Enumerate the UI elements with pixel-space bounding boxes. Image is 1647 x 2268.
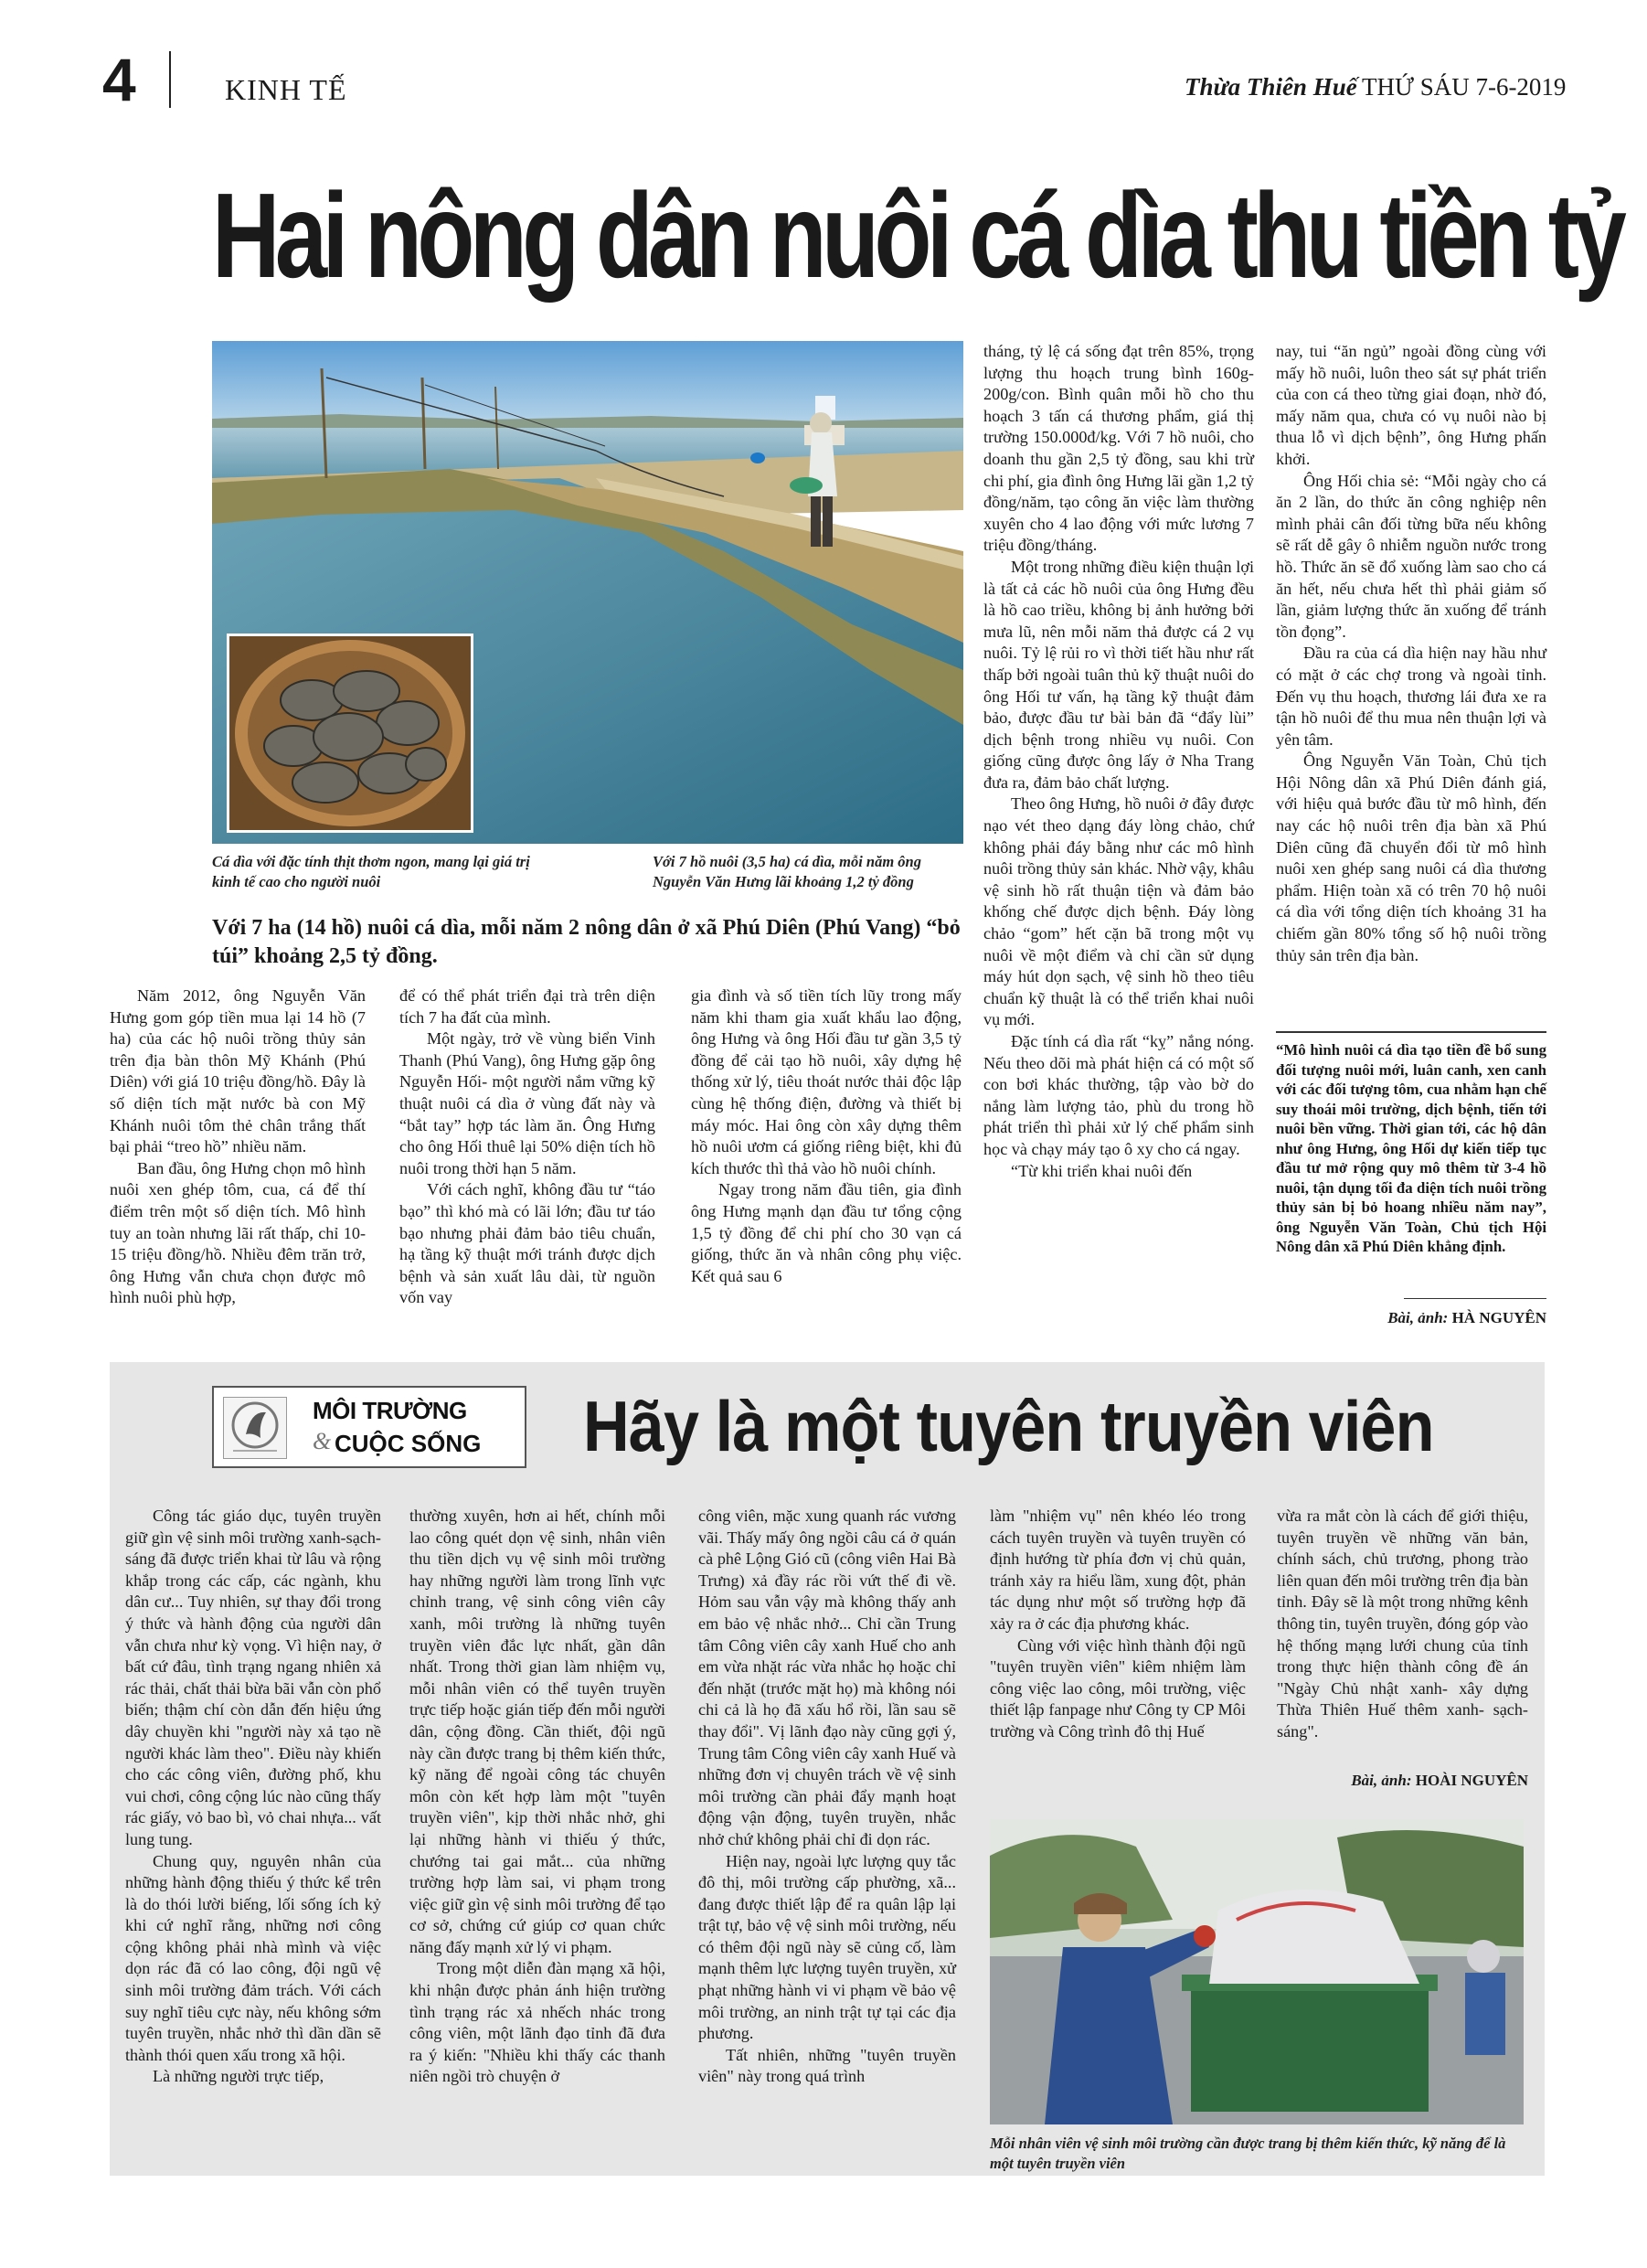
article1-lede: Với 7 ha (14 hồ) nuôi cá dìa, mỗi năm 2 nông dân ở xã Phú Diên (Phú Vang) “bỏ túi” khoảng 2,5 tỷ đồng. (212, 916, 961, 968)
paragraph: Năm 2012, ông Nguyễn Văn Hưng gom góp tiền mua lại 14 hồ (7 ha) của các hộ nuôi trồng thủy sản trên địa bàn thôn Mỹ Khánh (Phú Diên) với giá 10 triệu đồng/hồ. Đây là số diện tích mặt nước bà con Mỹ Khánh nuôi tôm thẻ chân trắng thất bại phải “treo hồ” nhiều năm. (110, 986, 366, 1156)
article2-column-4 (990, 1506, 1246, 1743)
paragraph: làm "nhiệm vụ" nên khéo léo trong cách tuyên truyền và tuyên truyền có định hướng từ phía đơn vị chủ quản, tránh xảy ra hiểu lầm, xung đột, phản tác dụng như một số trường hợp đã xảy ra ở các địa phương khác. (990, 1507, 1246, 1633)
paragraph: Chung quy, nguyên nhân của những hành động thiếu ý thức kể trên là do thói lười biếng, lối sống ích kỷ khi cứ nghĩ rằng, những nơi công cộng không phải nhà mình và việc dọn rác đã có lao công, đội ngũ vệ sinh môi trường đảm trách. Với cách suy nghĩ tiêu cực này, nếu không sớm tuyên truyền, nhắc nhở thì dần dần sẽ thành thói quen xấu trong xã hội. (125, 1851, 381, 2064)
paragraph: tháng, tỷ lệ cá sống đạt trên 85%, trọng lượng thu hoạch trung bình 160g-200g/con. Bình quân mỗi hồ cho thu hoạch 3 tấn cá thương phẩm, giá thị trường 150.000đ/kg. Với 7 hồ nuôi, cho doanh thu gần 2,5 tỷ đồng, sau khi trừ chi phí, gia đình ông Hưng lãi gần 1,2 tỷ đồng/năm, tạo công ăn việc làm thường xuyên cho 4 lao động với mức lương 7 triệu đồng/tháng. (983, 342, 1254, 555)
fish-basket-inset-photo (227, 634, 473, 833)
photo-caption-left: Cá dìa với đặc tính thịt thơm ngon, mang lại giá trị kinh tế cao cho người nuôi (212, 853, 530, 890)
article1-column-4 (983, 341, 1254, 1182)
article2-photo-caption: Mỗi nhân viên vệ sinh môi trường cần được trang bị thêm kiến thức, kỹ năng để là một tuyên truyền viên (990, 2135, 1506, 2172)
paragraph: “Từ khi triển khai nuôi đến (1011, 1161, 1193, 1180)
article1-column-2 (399, 985, 655, 1309)
paragraph: Trong một diễn đàn mạng xã hội, khi nhận được phản ánh hiện trường tình trạng rác xả nhếch nhác trong công viên, một lãnh đạo tỉnh đã đưa ra ý kiến: "Nhiều khi thấy các thanh niên ngồi trò chuyện ở (409, 1959, 665, 2086)
paragraph: Công tác giáo dục, tuyên truyền giữ gìn vệ sinh môi trường xanh-sạch-sáng đã được triển khai từ lâu và rộng khắp trong các cấp, các ngành, khu dân cư... Tuy nhiên, sự thay đổi trong ý thức và hành động của người dân vẫn chưa như kỳ vọng. Vì hiện nay, ở bất cứ đâu, tình trạng ngang nhiên xả rác thải, chất thải bừa bãi vẫn còn phổ biến; thậm chí còn dẫn đến hiệu ứng dây chuyền khi "người này xả tạo nề người khác làm theo". Điều này khiến cho các công viên, đường phố, khu vui chơi, công cộng lúc nào cũng thấy rác giấy, vỏ bao bì, vỏ chai nhựa... vất lung tung. (125, 1507, 381, 1848)
paragraph: gia đình và số tiền tích lũy trong mấy năm khi tham gia xuất khẩu lao động, ông Hưng và ông Hối đầu tư gần 3,5 tỷ đồng để cải tạo hồ nuôi, xây dựng hệ thống xử lý, tiêu thoát nước thải độc lập cùng hệ thống điện, đường và thiết bị máy móc. Hai ông còn xây dựng thêm hồ nuôi ươm cá giống riêng biệt, khi đủ kích thước thì thả vào hồ nuôi chính. (691, 986, 962, 1177)
paragraph: công viên, mặc xung quanh rác vương vãi. Thấy mấy ông ngồi câu cá ở quán cà phê Lộng Gió cũ (công viên Hai Bà Trưng) xả đầy rác rồi vứt thế đi về. Hỏm sau vẫn vậy mà không thấy anh em bảo vệ nhắc nhở... Chỉ cần Trung tâm Công viên cây xanh Huế cho anh em vừa nhặt rác vừa nhắc họ hoặc chỉ đến nhặt (trước mặt họ) mà không nói chi cả là họ đã xấu hổ rồi, lần sau sẽ thay đổi". Vị lãnh đạo này cũng gợi ý, Trung tâm Công viên cây xanh Huế và những đơn vị chuyên trách về vệ sinh môi trường cần phải đẩy mạnh hoạt động vận động, tuyên truyền, nhắc nhở chứ không phải chỉ đi dọn rác. (698, 1507, 956, 1848)
section-badge (212, 1386, 526, 1468)
masthead-divider (169, 51, 171, 108)
paragraph: Cùng với việc hình thành đội ngũ "tuyên truyền viên" kiêm nhiệm làm công việc lao công, môi trường, việc thiết lập fanpage như Công ty CP Môi trường và Công trình đô thị Huế (990, 1635, 1246, 1741)
paragraph: Đặc tính cá dìa rất “kỵ” nắng nóng. Nếu theo dõi mà phát hiện cá có một số con bơi khác thường, tập vào bờ do nắng làm lượng tảo, phù du trong hồ phát triển thì phải xử lý chế phẩm sinh học và chạy máy tạo ô xy cho cá ngay. (983, 1032, 1254, 1158)
quote-divider-top (1276, 1031, 1546, 1033)
article2-headline: Hãy là một tuyên truyền viên (583, 1386, 1434, 1466)
paragraph: để có thể phát triển đại trà trên diện tích 7 ha đất của mình. (399, 986, 655, 1027)
article1-byline (1276, 1309, 1546, 1327)
byline-author: HÀ NGUYÊN (1451, 1309, 1546, 1326)
newspaper-name: Thừa Thiên Huế (1185, 73, 1357, 101)
issue-date: THỨ SÁU 7-6-2019 (1362, 73, 1567, 101)
quote-divider-bottom (1404, 1298, 1546, 1299)
section-title: KINH TẾ (225, 73, 347, 106)
article1-column-5 (1276, 341, 1546, 966)
byline-label: Bài, ảnh: (1387, 1309, 1449, 1326)
badge-title-line2: CUỘC SỐNG (335, 1430, 482, 1457)
environment-logo-icon (223, 1397, 287, 1459)
paragraph: Theo ông Hưng, hồ nuôi ở đây được nạo vét theo dạng đáy lòng chảo, chứ không phải đáy bằng như các mô hình nuôi trồng thủy sản khác. Nhờ vậy, khâu vệ sinh hồ rất thuận tiện và đảm bảo khống chế được dịch bệnh. Đáy lòng chảo “gom” hết cặn bã trong một vụ nuôi về một điểm và chỉ cần sử dụng máy hút dọn sạch, vệ sinh hồ theo tiêu chuẩn kỹ thuật là có thể triển khai nuôi vụ mới. (983, 794, 1254, 1029)
paragraph: Một ngày, trở về vùng biển Vinh Thanh (Phú Vang), ông Hưng gặp ông Nguyễn Hối- một người nắm vững kỹ thuật nuôi cá dìa ở vùng đất này và “bắt tay” hợp tác làm ăn. Ông Hưng cho ông Hối thuê lại 50% diện tích hồ nuôi trong thời hạn 5 năm. (399, 1029, 655, 1177)
paragraph: Ông Hối chia sẻ: “Mỗi ngày cho cá ăn 2 lần, do thức ăn công nghiệp nên mình phải cân đối từng bữa nếu không sẽ rất dễ gây ô nhiễm nguồn nước trong hồ. Thức ăn sẽ đổ xuống làm sao cho cá ăn hết, nếu chưa hết thì phải giảm số lần, giảm lượng thức ăn xuống để tránh tồn đọng”. (1276, 471, 1546, 641)
photo-caption-right: Với 7 hồ nuôi (3,5 ha) cá dìa, mỗi năm ông Nguyễn Văn Hưng lãi khoảng 1,2 tỷ đồng (653, 853, 921, 890)
paragraph: Ông Nguyễn Văn Toàn, Chủ tịch Hội Nông dân xã Phú Diên đánh giá, với hiệu quả bước đầu từ mô hình, đến nay các hộ nuôi trên địa bàn xã Phú Diên cũng đã chuyển đổi từ mô hình nuôi xen ghép sang nuôi cá dìa thương phẩm. Hiện toàn xã có trên 70 hộ nuôi cá dìa với tổng diện tích khoảng 31 ha chiếm gần 80% tổng số hộ nuôi trồng thủy sản trên địa bàn. (1276, 751, 1546, 964)
paragraph: Ngay trong năm đầu tiên, gia đình ông Hưng mạnh dạn đầu tư tổng cộng 1,5 tỷ đồng để chi phí cho 30 vạn cá giống, thức ăn và nhân công phụ việc. Kết quả sau 6 (691, 1180, 962, 1285)
paragraph: Một trong những điều kiện thuận lợi là tất cả các hồ nuôi của ông Hưng đều là hồ cao triều, không bị ảnh hưởng bởi mưa lũ, nên mỗi năm thả được cá 2 vụ nuôi. Tỷ lệ rủi ro vì thời tiết hầu như rất thấp bởi ngoài tuân thủ kỹ thuật nuôi do ông Hối tư vấn, hạ tầng kỹ thuật đảm bảo, được đầu tư bài bản đã “đẩy lùi” dịch bệnh trong nhiều vụ nuôi. Con giống cũng được ông lấy ở Nha Trang đưa ra, đảm bảo chất lượng. (983, 557, 1254, 792)
byline-author: HOÀI NGUYÊN (1415, 1772, 1528, 1789)
article2-column-5 (1277, 1506, 1528, 1743)
article1-column-3 (691, 985, 962, 1287)
paragraph: thường xuyên, hơn ai hết, chính mỗi lao công quét dọn vệ sinh, nhân viên thu tiền dịch vụ vệ sinh môi trường hay những người làm trong lĩnh vực chỉnh trang, vệ sinh công viên cây xanh, môi trường là những tuyên truyền viên đắc lực nhất, gần dân nhất. Trong thời gian làm nhiệm vụ, mỗi nhân viên có thể tuyên truyền trực tiếp hoặc gián tiếp đến mỗi người dân, cộng đồng. Cần thiết, đội ngũ này cần được trang bị thêm kiến thức, kỹ năng để ngoài công tác chuyên môn còn kết hợp làm một "tuyên truyền viên", kịp thời nhắc nhở, ghi lại những hành vi thiếu ý thức, chướng tai gai mắt... của những trường hợp làm sai, vi phạm trong việc giữ gìn vệ sinh môi trường để tạo cơ sở, chứng cứ giúp cơ quan chức năng đấy mạnh xử lý vi phạm. (409, 1507, 665, 1956)
paragraph: Là những người trực tiếp, (153, 2067, 324, 2086)
paragraph: Với cách nghĩ, không đầu tư “táo bạo” thì khó mà có lãi lớn; đầu tư táo bạo nhưng phải đảm bảo tiêu chuẩn, hạ tầng kỹ thuật mới tránh được dịch bệnh và sản xuất lâu dài, từ nguồn vốn vay (399, 1180, 655, 1307)
pull-quote: “Mô hình nuôi cá dìa tạo tiền đề bổ sung đối tượng nuôi mới, luân canh, xen canh với các đối tượng tôm, cua nhằm hạn chế suy thoái môi trường, dịch bệnh, tiến tới nuôi bền vững. Thời gian tới, các hộ dân như ông Hưng, ông Hối dự kiến tiếp tục đầu tư mở rộng quy mô thêm từ 3-4 hồ nuôi, tận dụng tối đa diện tích nuôi trồng thủy sản bị bỏ hoang nhiều năm nay”, ông Nguyễn Văn Toàn, Chủ tịch Hội Nông dân xã Phú Diên khẳng định. (1276, 1041, 1546, 1255)
article1-column-1 (110, 985, 366, 1309)
article2-byline (1277, 1772, 1528, 1790)
page-number: 4 (102, 46, 136, 113)
article2-column-1 (125, 1506, 381, 2088)
paragraph: Ban đầu, ông Hưng chọn mô hình nuôi xen ghép tôm, cua, cá để thí điểm trên một số diện tích. Mô hình tuy an toàn nhưng lãi rất thấp, chỉ 10-15 triệu đồng/hồ. Nhiều đêm trăn trở, ông Hưng vẫn chưa chọn được mô hình nuôi phù hợp, (110, 1158, 366, 1307)
byline-label: Bài, ảnh: (1351, 1772, 1412, 1789)
badge-title-line1: MÔI TRƯỜNG (313, 1397, 467, 1424)
article2-column-2 (409, 1506, 665, 2088)
paragraph: nay, tui “ăn ngủ” ngoài đồng cùng với mấy hồ nuôi, luôn theo sát sự phát triển của con cá theo từng giai đoạn, nhờ đó, mấy năm qua, chưa có vụ nuôi nào bị thua lỗ vì dịch bệnh”, ông Hưng phấn khởi. (1276, 342, 1546, 468)
paragraph: vừa ra mắt còn là cách để giới thiệu, tuyên truyền về những văn bản, chính sách, chủ trương, phong trào liên quan đến môi trường trên địa bàn tỉnh. Đây sẽ là một trong những kênh thông tin, tuyên truyền, đóng góp vào hệ thống mạng lưới chung của tỉnh trong thực hiện thành công đề án "Ngày Chủ nhật xanh- xây dựng Thừa Thiên Huế thêm xanh- sạch- sáng". (1277, 1507, 1528, 1741)
sanitation-worker-photo (990, 1819, 1524, 2124)
paragraph: Hiện nay, ngoài lực lượng quy tắc đô thị, môi trường cấp phường, xã... đang được thiết lập để ra quân lập lại trật tự, bảo vệ vệ sinh môi trường, nếu có thêm đội ngũ này sẽ củng cố, làm mạnh thêm lực lượng tuyên truyền, xử phạt những hành vi vi phạm về bảo vệ môi trường, an ninh trật tự tại các địa phương. (698, 1851, 956, 2043)
article1-headline: Hai nông dân nuôi cá dìa thu tiền tỷ (212, 168, 1622, 303)
article2-column-3 (698, 1506, 956, 2088)
paragraph: Đầu ra của cá dìa hiện nay hầu như có mặt ở các chợ trong và ngoài tỉnh. Đến vụ thu hoạch, thương lái đưa xe ra tận hồ nuôi để thu mua nên thuận lợi và yên tâm. (1276, 644, 1546, 749)
paragraph: Tất nhiên, những "tuyên truyền viên" này trong quá trình (698, 2045, 956, 2086)
badge-ampersand: & (313, 1428, 332, 1454)
